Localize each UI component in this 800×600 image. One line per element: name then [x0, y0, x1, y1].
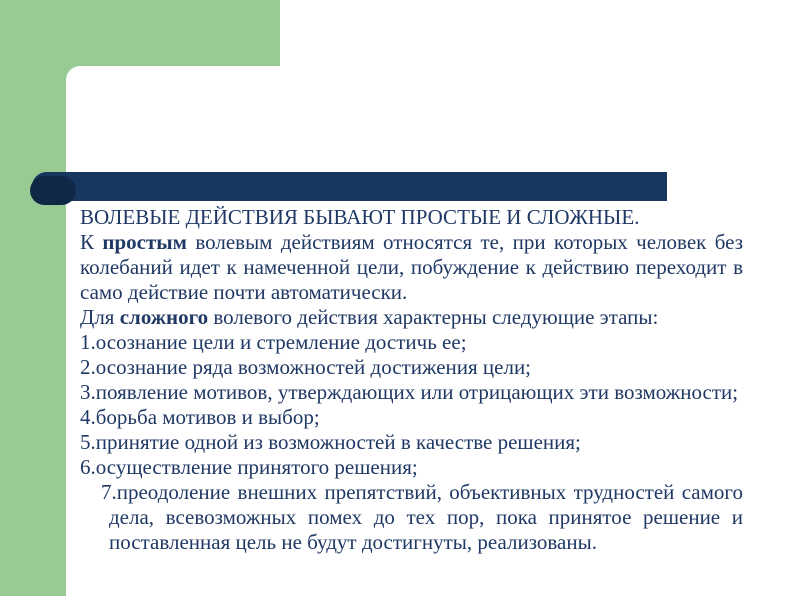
bold-run-slozhnogo: сложного [119, 305, 209, 329]
stage-item-6: 6.осуществление принятого решения; [80, 455, 418, 479]
bold-run-prostym: простым [102, 230, 187, 254]
stages-list [80, 330, 743, 555]
stage-item-3: 3.появление мотивов, утверждающих или отрицающих эти возможности; [80, 380, 739, 404]
stage-item-1: 1.осознание цели и стремление достичь ее; [80, 330, 467, 354]
text-run: волевого действия характерны следующие этапы: [208, 305, 659, 329]
slide-body-text [80, 205, 743, 555]
paragraph-complex-intro [80, 305, 743, 330]
text-run: Для [80, 305, 120, 329]
text-run: К [80, 230, 103, 254]
stage-item-4: 4.борьба мотивов и выбор; [80, 405, 320, 429]
stage-item-5: 5.принятие одной из возможностей в качестве решения; [80, 430, 581, 454]
text-run: волевым действиям относятся те, при которых человек без колебаний идет к намеченной цели, побуждение к действию переходит в само действие почти автоматически. [80, 230, 743, 304]
stage-item-7: 7.преодоление внешних препятствий, объективных трудностей самого дела, всевозможных помех до тех пор, пока принятое решение и поставленная цель не будут достигнуты, реализованы. [101, 480, 743, 554]
slide-title: ВОЛЕВЫЕ ДЕЙСТВИЯ БЫВАЮТ ПРОСТЫЕ И СЛОЖНЫЕ. [80, 205, 640, 229]
stage-item-2: 2.осознание ряда возможностей достижения цели; [80, 355, 532, 379]
paragraph-simple-actions [80, 230, 743, 305]
accent-bar [32, 172, 667, 201]
